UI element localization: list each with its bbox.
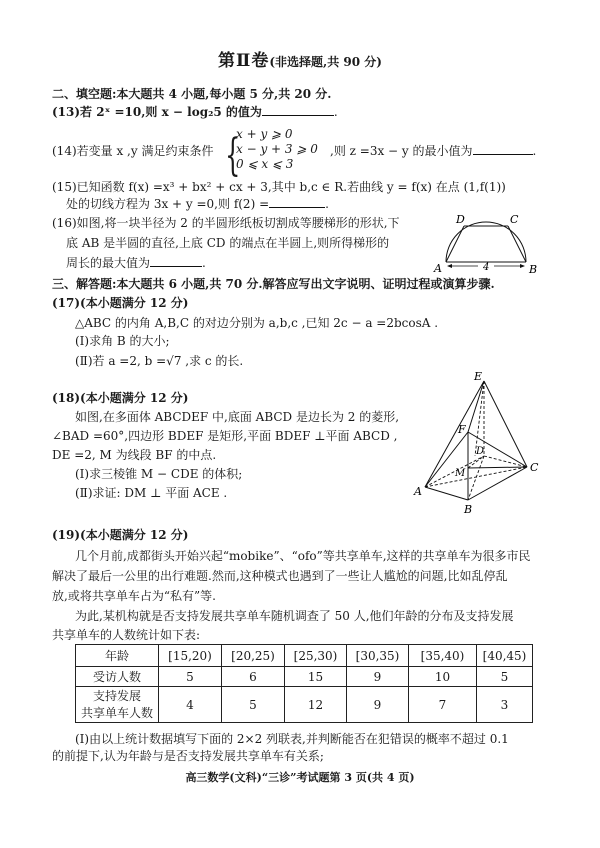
supporters-cell: 5 [222,687,285,723]
q13-text: (13)若 2ˣ =10,则 x − log₂5 的值为 [52,105,262,119]
q14-constraint-1: x + y ⩾ 0 [236,127,293,141]
table-row-age [76,645,533,667]
edge-ef [468,381,484,432]
q18-part-2: (Ⅱ)求证: DM ⊥ 平面 ACE . [75,486,228,500]
supporters-cell: 4 [159,687,222,723]
supporters-cell: 3 [477,687,533,723]
age-group-cell: [20,25) [222,645,285,667]
q19-para2-line1: 为此,某机构就是否支持发展共享单车随机调查了 50 人,他们年龄的分布及支持发展 [75,609,514,623]
q18-line-3: DE =2, M 为线段 BF 的中点. [52,448,217,462]
q15-line-2 [66,196,329,212]
age-group-cell: [35,40) [409,645,477,667]
row-header-respondents: 受访人数 [76,667,159,687]
q14-constraint-2: x − y + 3 ⩾ 0 [236,142,318,156]
edge-dc-dashed [484,456,527,467]
leg-cb [508,226,526,262]
label-m: M [455,468,466,479]
q16-line-1: (16)如图,将一块半径为 2 的半圆形纸板切割成等腰梯形的形状,下 [52,216,400,230]
question-13 [52,104,338,120]
arrowhead-right [520,264,525,268]
q15-period: . [325,197,329,211]
q14-period: . [532,144,537,158]
q19-para1-line3: 放,或将共享单车占为“私有”等. [52,589,216,603]
q13-answer-blank[interactable] [262,104,334,116]
respondents-cell: 10 [409,667,477,687]
label-d: D [476,446,485,457]
q17-stem: △ABC 的内角 A,B,C 的对边分别为 a,b,c ,已知 2c − a =2bcosA . [75,316,439,330]
q16-period: . [202,256,206,270]
leg-ad [446,226,464,262]
age-group-cell: [25,30) [285,645,347,667]
q16-answer-blank[interactable] [150,255,202,267]
edge-ab [425,487,468,500]
respondents-cell: 5 [159,667,222,687]
q14-tail [330,143,536,159]
q17-part-1: (Ⅰ)求角 B 的大小; [75,334,170,348]
table-row-supporters [76,687,533,723]
row-header-supporters-line1: 支持发展 [92,688,141,703]
q13-period: . [333,105,338,119]
respondents-cell: 15 [285,667,347,687]
q18-line-2: ∠BAD =60°,四边形 BDEF 是矩形,平面 BDEF ⊥平面 ABCD , [52,429,398,443]
age-group-cell: [40,45) [477,645,533,667]
supporters-cell: 12 [285,687,347,723]
label-b: B [464,503,473,515]
q16-line-2: 底 AB 是半圆的直径,上底 CD 的端点在半圆上,则所得梯形的 [66,236,390,250]
q15-answer-blank[interactable] [269,196,325,208]
q17-header: (17)(本小题满分 12 分) [52,296,189,310]
q14-brace: { [225,130,241,181]
q14-answer-blank[interactable] [473,143,533,155]
section-title-main: 第Ⅱ卷 [218,51,270,71]
respondents-cell: 9 [347,667,409,687]
q14-text-before: (14)若变量 x ,y 满足约束条件 [52,144,214,158]
dimension-label: 4 [483,262,490,273]
q14-text-middle: ,则 z =3x − y 的最小值为 [330,144,473,158]
q14-constraints [236,127,318,172]
q19-header: (19)(本小题满分 12 分) [52,528,189,542]
label-a: A [434,262,442,274]
label-a: A [414,485,422,498]
age-group-cell: [30,35) [347,645,409,667]
q19-para1-line2: 解决了最后一公里的出行难题.然而,这种模式也遇到了一些让人尴尬的问题,比如乱停乱 [52,569,508,583]
q16-line-3-text: 周长的最大值为 [66,256,151,270]
q18-header: (18)(本小题满分 12 分) [52,391,189,405]
edge-bc [468,467,527,500]
row-header-supporters [76,687,159,723]
q15-line-1: (15)已知函数 f(x) =x³ + bx² + cx + 3,其中 b,c ∈ R.若曲线 y = f(x) 在点 (1,f(1)) [52,180,506,194]
q19-para1-line1: 几个月前,成都街头开始兴起“mobike”、“ofo”等共享单车,这样的共享单车为很多市民 [75,549,531,563]
q15-line-2-text: 处的切线方程为 3x + y =0,则 f(2) = [66,197,270,211]
arrowhead-left [447,264,452,268]
edge-ed2-dashed [475,381,484,456]
label-c: C [530,461,539,474]
table-row-respondents [76,667,533,687]
q16-line-3 [66,255,206,271]
row-header-age: 年龄 [76,645,159,667]
q19-para2-line2: 共享单车的人数统计如下表: [52,628,201,642]
respondents-cell: 5 [477,667,533,687]
q18-line-1: 如图,在多面体 ABCDEF 中,底面 ABCD 是边长为 2 的菱形, [75,410,400,424]
section3-heading: 三、解答题:本大题共 6 小题,共 70 分.解答应写出文字说明、证明过程或演算步骤. [52,277,495,291]
label-f: F [458,423,466,436]
edge-mc [468,467,527,468]
polyhedron-figure [405,370,565,515]
q14-constraint-3: 0 ⩽ x ⩽ 3 [236,157,294,171]
label-d: D [456,213,465,226]
q17-part-2: (Ⅱ)若 a =2, b =√7 ,求 c 的长. [75,354,244,368]
respondents-cell: 6 [222,667,285,687]
section-title [0,46,600,71]
q19-part1-line1: (Ⅰ)由以上统计数据填写下面的 2×2 列联表,并判断能否在犯错误的概率不超过 0.1 [75,732,509,746]
trapezoid-figure [430,208,540,274]
section2-heading: 二、填空题:本大题共 4 小题,每小题 5 分,共 20 分. [52,87,332,101]
label-c: C [510,213,519,226]
label-b: B [529,263,538,274]
q19-part1-line2: 的前提下,认为年龄与是否支持发展共享单车有关系; [52,749,324,763]
supporters-cell: 7 [409,687,477,723]
q18-part-1: (Ⅰ)求三棱锥 M − CDE 的体积; [75,467,243,481]
page-footer: 高三数学(文科)“三诊”考试题第 3 页(共 4 页) [185,771,415,784]
row-header-supporters-line2: 共享单车人数 [80,705,153,720]
semicircle-arc [446,222,526,262]
survey-table [75,644,533,723]
age-group-cell: [15,20) [159,645,222,667]
label-e: E [474,370,483,383]
section-title-sub: (非选择题,共 90 分) [269,55,382,69]
supporters-cell: 9 [347,687,409,723]
